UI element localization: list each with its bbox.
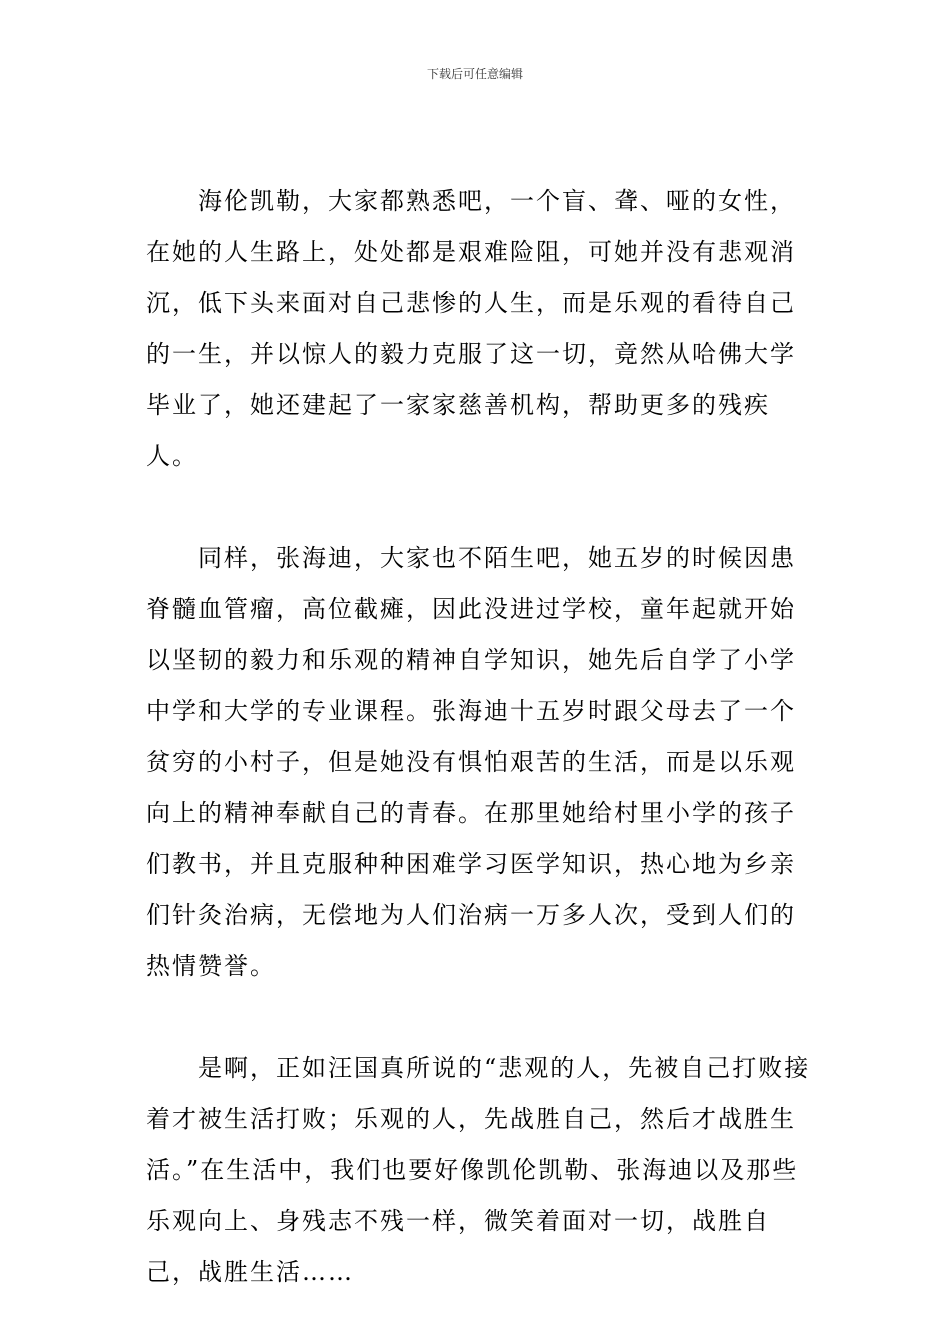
document-body (146, 176, 812, 1298)
page-header: 下载后可任意编辑 (426, 67, 523, 81)
paragraph-zhang-haidi: 同样，张海迪，大家也不陌生吧，她五岁的时候因患脊髓血管瘤，高位截瘫，因此没进过学校，童年起就开始以坚韧的毅力和乐观的精神自学知识，她先后自学了小学中学和大学的专业课程。张海迪十五岁时跟父母去了一个贫穷的小村子，但是她没有惧怕艰苦的生活，而是以乐观向上的精神奉献自己的青春。在那里她给村里小学的孩子们教书，并且克服种种困难学习医学知识，热心地为乡亲们针灸治病，无偿地为人们治病一万多人次，受到人们的热情赞誉。 (146, 544, 796, 980)
paragraph-conclusion: 是啊，正如汪国真所说的“悲观的人，先被自己打败接着才被生活打败；乐观的人，先战胜自己，然后才战胜生活。”在生活中，我们也要好像凯伦凯勒、张海迪以及那些乐观向上、身残志不残一样，微笑着面对一切，战胜自己，战胜生活…… (146, 1054, 811, 1286)
paragraph-helen-keller: 海伦凯勒，大家都熟悉吧，一个盲、聋、哑的女性，在她的人生路上，处处都是艰难险阻，可她并没有悲观消沉，低下头来面对自己悲惨的人生，而是乐观的看待自己的一生，并以惊人的毅力克服了这一切，竟然从哈佛大学毕业了，她还建起了一家家慈善机构，帮助更多的残疾人。 (146, 187, 796, 470)
